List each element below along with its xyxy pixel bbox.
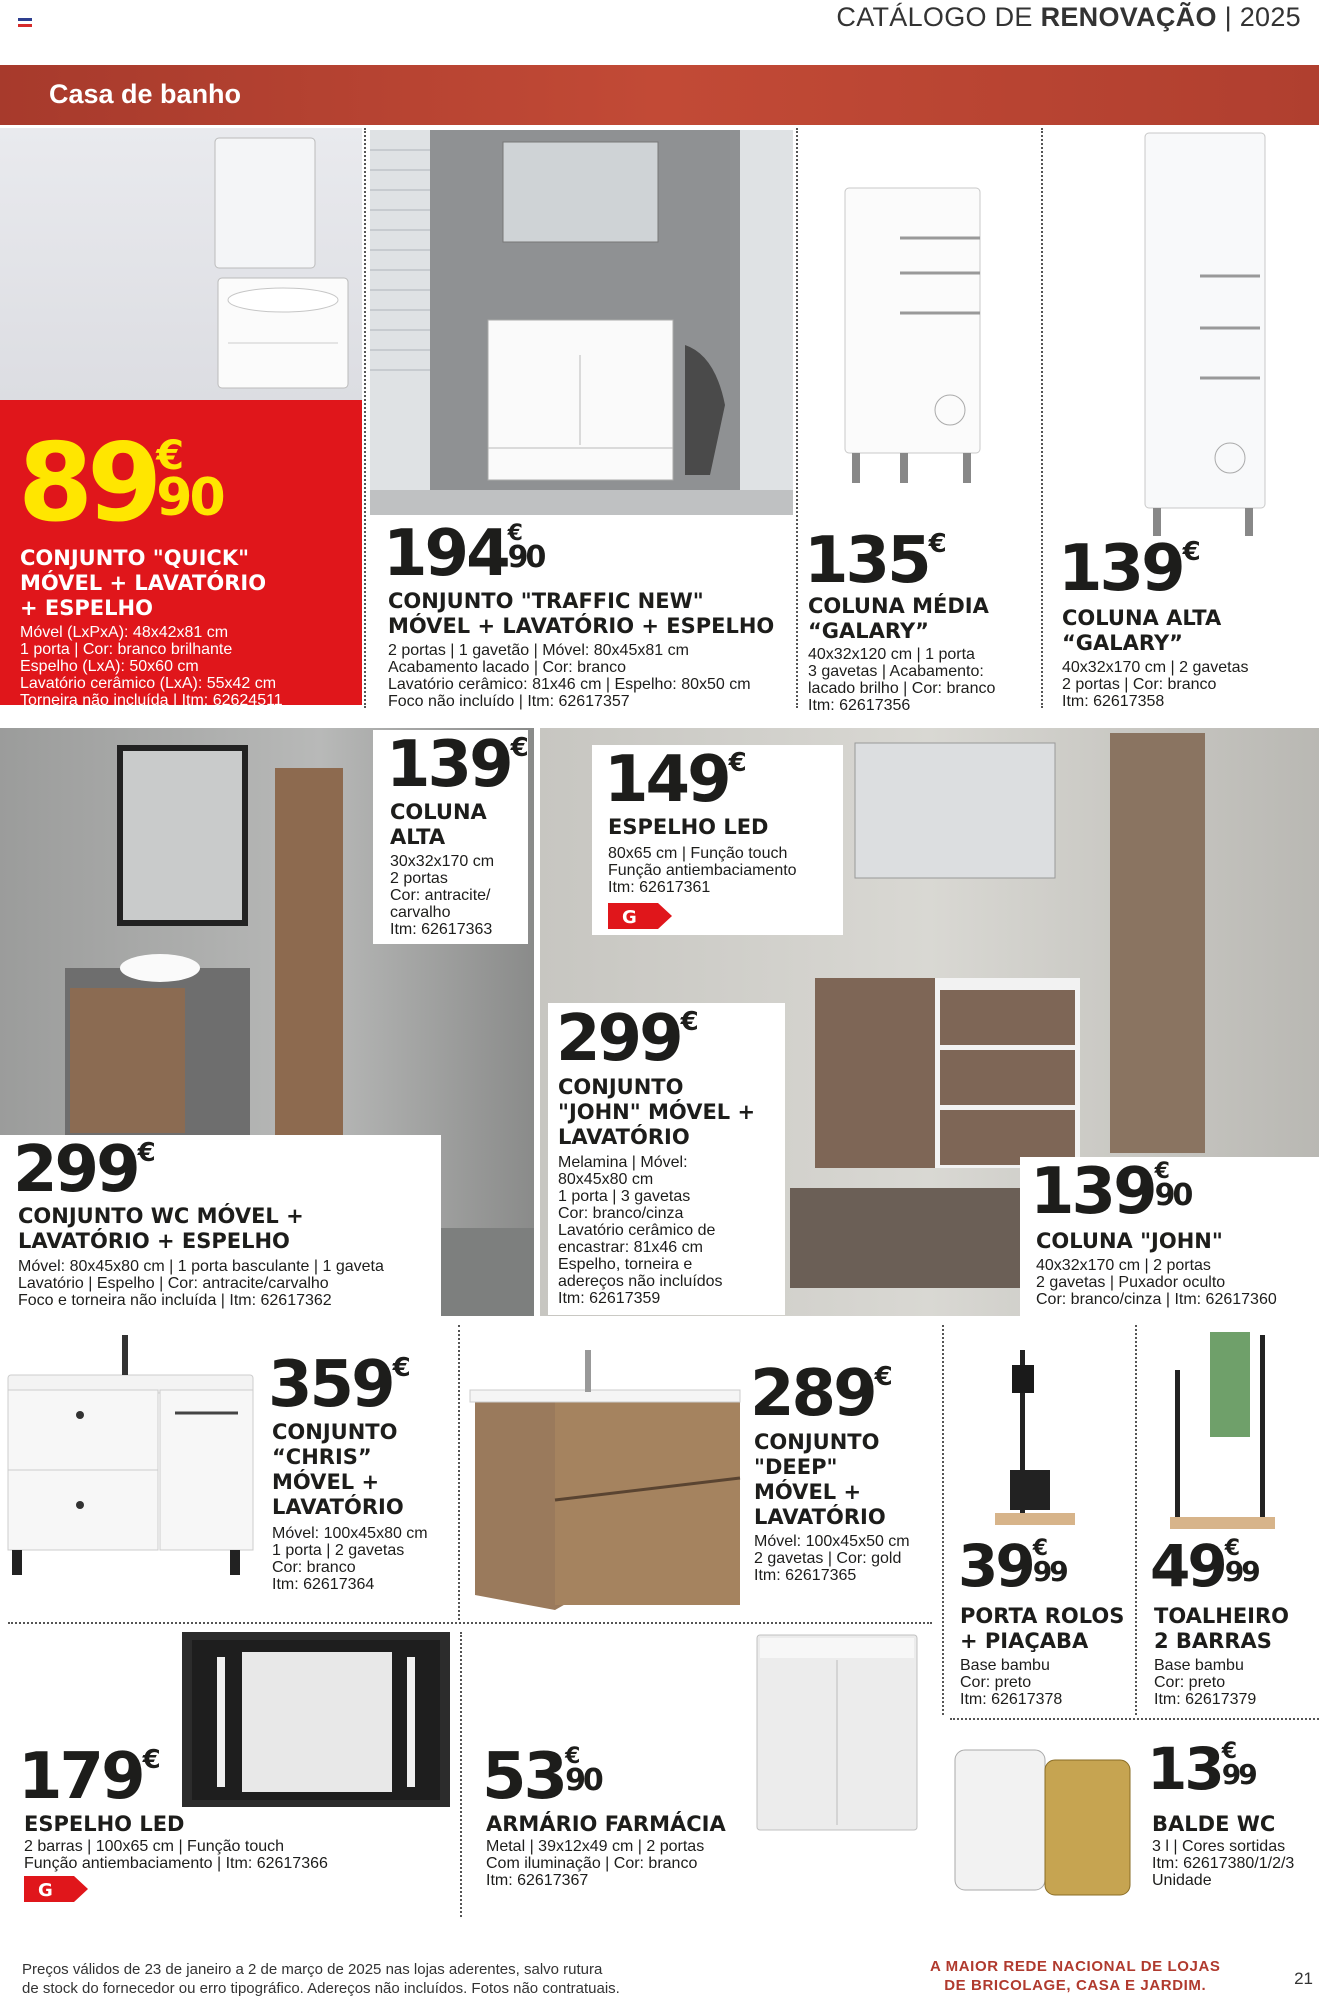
traffic-image (370, 130, 793, 515)
toalheiro-photo (1140, 1330, 1319, 1540)
chris-price: 359€ (268, 1348, 411, 1422)
porta-rolos-desc: Base bambu Cor: preto Itm: 62617378 (960, 1657, 1063, 1708)
galary-media-name: COLUNA MÉDIA “GALARY” (808, 594, 989, 643)
traffic-name: CONJUNTO "TRAFFIC NEW" MÓVEL + LAVATÓRIO + ESPELHO (388, 589, 775, 638)
balde-photo (950, 1730, 1140, 1910)
galary-alta-image (1045, 128, 1319, 538)
svg-text:G: G (622, 907, 637, 928)
chris-photo (0, 1330, 262, 1610)
wc-conjunto-name: CONJUNTO WC MÓVEL + LAVATÓRIO + ESPELHO (18, 1204, 304, 1253)
coluna-alta-price: 139€ (386, 728, 529, 802)
quick-desc: Móvel (LxPxA): 48x42x81 cm 1 porta | Cor: branco brilhante Espelho (LxA): 50x60 cm Lavatório cerâmico (LxA): 55x42 cm Torneira não incluída | Itm: 62624511 (20, 624, 283, 709)
toalheiro-name: TOALHEIRO 2 BARRAS (1154, 1604, 1290, 1653)
galary-media-image (800, 128, 1030, 518)
porta-rolos-price: 39 € 99 (958, 1532, 1066, 1600)
coluna-alta-name: COLUNA ALTA (390, 800, 487, 849)
toalheiro-image (1140, 1330, 1319, 1540)
espelho-led-2-photo (182, 1632, 450, 1807)
wc-conjunto-price: 299€ (13, 1133, 156, 1207)
espelho-led-2-image (182, 1632, 450, 1807)
espelho-led-2-price: 179€ (18, 1740, 161, 1814)
svg-text:G: G (38, 1880, 53, 1901)
armario-photo (752, 1630, 922, 1840)
coluna-john-desc: 40x32x170 cm | 2 portas 2 gavetas | Puxador oculto Cor: branco/cinza | Itm: 62617360 (1036, 1257, 1277, 1308)
deep-image (465, 1330, 745, 1610)
galary-alta-price: 139€ (1058, 532, 1201, 606)
catalog-title: CATÁLOGO DE RENOVAÇÃO | 2025 (836, 2, 1301, 32)
balde-image (950, 1730, 1140, 1910)
deep-desc: Móvel: 100x45x50 cm 2 gavetas | Cor: gold Itm: 62617365 (754, 1533, 910, 1584)
galary-media-photo (800, 128, 1030, 518)
chris-name: CONJUNTO “CHRIS” MÓVEL + LAVATÓRIO (272, 1420, 404, 1519)
galary-media-price: 135€ (804, 524, 947, 598)
balde-name: BALDE WC (1152, 1812, 1276, 1836)
armario-name: ARMÁRIO FARMÁCIA (486, 1812, 726, 1836)
section-title: Casa de banho (49, 79, 242, 109)
wc-conjunto-desc: Móvel: 80x45x80 cm | 1 porta basculante | 1 gaveta Lavatório | Espelho | Cor: antracite/carvalho Foco e torneira não incluída | Itm: 62617362 (18, 1258, 384, 1309)
coluna-john-name: COLUNA "JOHN" (1036, 1229, 1223, 1253)
balde-price: 13 € 99 (1147, 1735, 1255, 1803)
toalheiro-desc: Base bambu Cor: preto Itm: 62617379 (1154, 1657, 1257, 1708)
john-name: CONJUNTO "JOHN" MÓVEL + LAVATÓRIO (558, 1075, 756, 1149)
quick-photo (0, 128, 362, 400)
section-banner (0, 65, 1319, 125)
espelho-led-1-price: 149€ (604, 743, 747, 817)
toalheiro-price: 49 € 99 (1150, 1532, 1258, 1600)
galary-alta-name: COLUNA ALTA “GALARY” (1062, 606, 1222, 655)
espelho-led-2-name: ESPELHO LED (24, 1812, 185, 1836)
galary-alta-desc: 40x32x170 cm | 2 gavetas 2 portas | Cor: branco Itm: 62617358 (1062, 659, 1249, 710)
armario-price: 53 € 90 (482, 1740, 601, 1814)
traffic-desc: 2 portas | 1 gavetão | Móvel: 80x45x81 cm Acabamento lacado | Cor: branco Lavatório cerâmico: 81x46 cm | Espelho: 80x50 cm Foco não incluído | Itm: 62617357 (388, 642, 751, 710)
quick-price: 89 € 90 (18, 421, 223, 546)
guarantee-badge (608, 903, 672, 929)
deep-photo (465, 1330, 745, 1610)
porta-rolos-name: PORTA ROLOS + PIAÇABA (960, 1604, 1125, 1653)
legal-disclaimer: Preços válidos de 23 de janeiro a 2 de março de 2025 nas lojas aderentes, salvo rutura de stock do fornecedor ou erro tipográfico. Adereços não incluídos. Fotos não contratuais. (22, 1961, 620, 1997)
deep-price: 289€ (750, 1357, 893, 1431)
traffic-price: 194 € 90 (383, 517, 544, 591)
espelho-led-1-desc: 80x65 cm | Função touch Função antiembaciamento Itm: 62617361 (608, 845, 797, 896)
coluna-john-price: 139 € 90 (1030, 1155, 1191, 1229)
page-number: 21 (1294, 1969, 1313, 1988)
armario-image (752, 1630, 922, 1840)
traffic-photo (370, 130, 793, 515)
guarantee-badge (24, 1876, 88, 1902)
chris-image (0, 1330, 262, 1610)
porta-rolos-photo (950, 1330, 1130, 1540)
coluna-alta-desc: 30x32x170 cm 2 portas Cor: antracite/ carvalho Itm: 62617363 (390, 853, 495, 938)
deep-name: CONJUNTO "DEEP" MÓVEL + LAVATÓRIO (754, 1430, 886, 1529)
cabinet-mirror-image (0, 128, 362, 400)
quick-name: CONJUNTO "QUICK" MÓVEL + LAVATÓRIO + ESPELHO (20, 546, 267, 620)
porta-rolos-image (950, 1330, 1130, 1540)
galary-alta-photo (1045, 128, 1319, 538)
flag-icon (18, 18, 32, 28)
chris-desc: Móvel: 100x45x80 cm 1 porta | 2 gavetas Cor: branco Itm: 62617364 (272, 1525, 428, 1593)
espelho-led-1-name: ESPELHO LED (608, 815, 769, 839)
brand-slogan: A MAIOR REDE NACIONAL DE LOJAS DE BRICOLAGE, CASA E JARDIM. (930, 1958, 1221, 1994)
galary-media-desc: 40x32x120 cm | 1 porta 3 gavetas | Acabamento: lacado brilho | Cor: branco Itm: 62617356 (808, 646, 996, 714)
john-price: 299€ (556, 1002, 699, 1076)
armario-desc: Metal | 39x12x49 cm | 2 portas Com iluminação | Cor: branco Itm: 62617367 (486, 1838, 705, 1889)
balde-desc: 3 l | Cores sortidas Itm: 62617380/1/2/3 Unidade (1152, 1838, 1295, 1889)
john-desc: Melamina | Móvel: 80x45x80 cm 1 porta | 3 gavetas Cor: branco/cinza Lavatório cerâmico de encastrar: 81x46 cm Espelho, torneira e adereços não incluídos Itm: 62617359 (558, 1154, 723, 1307)
espelho-led-2-desc: 2 barras | 100x65 cm | Função touch Função antiembaciamento | Itm: 62617366 (24, 1838, 328, 1872)
